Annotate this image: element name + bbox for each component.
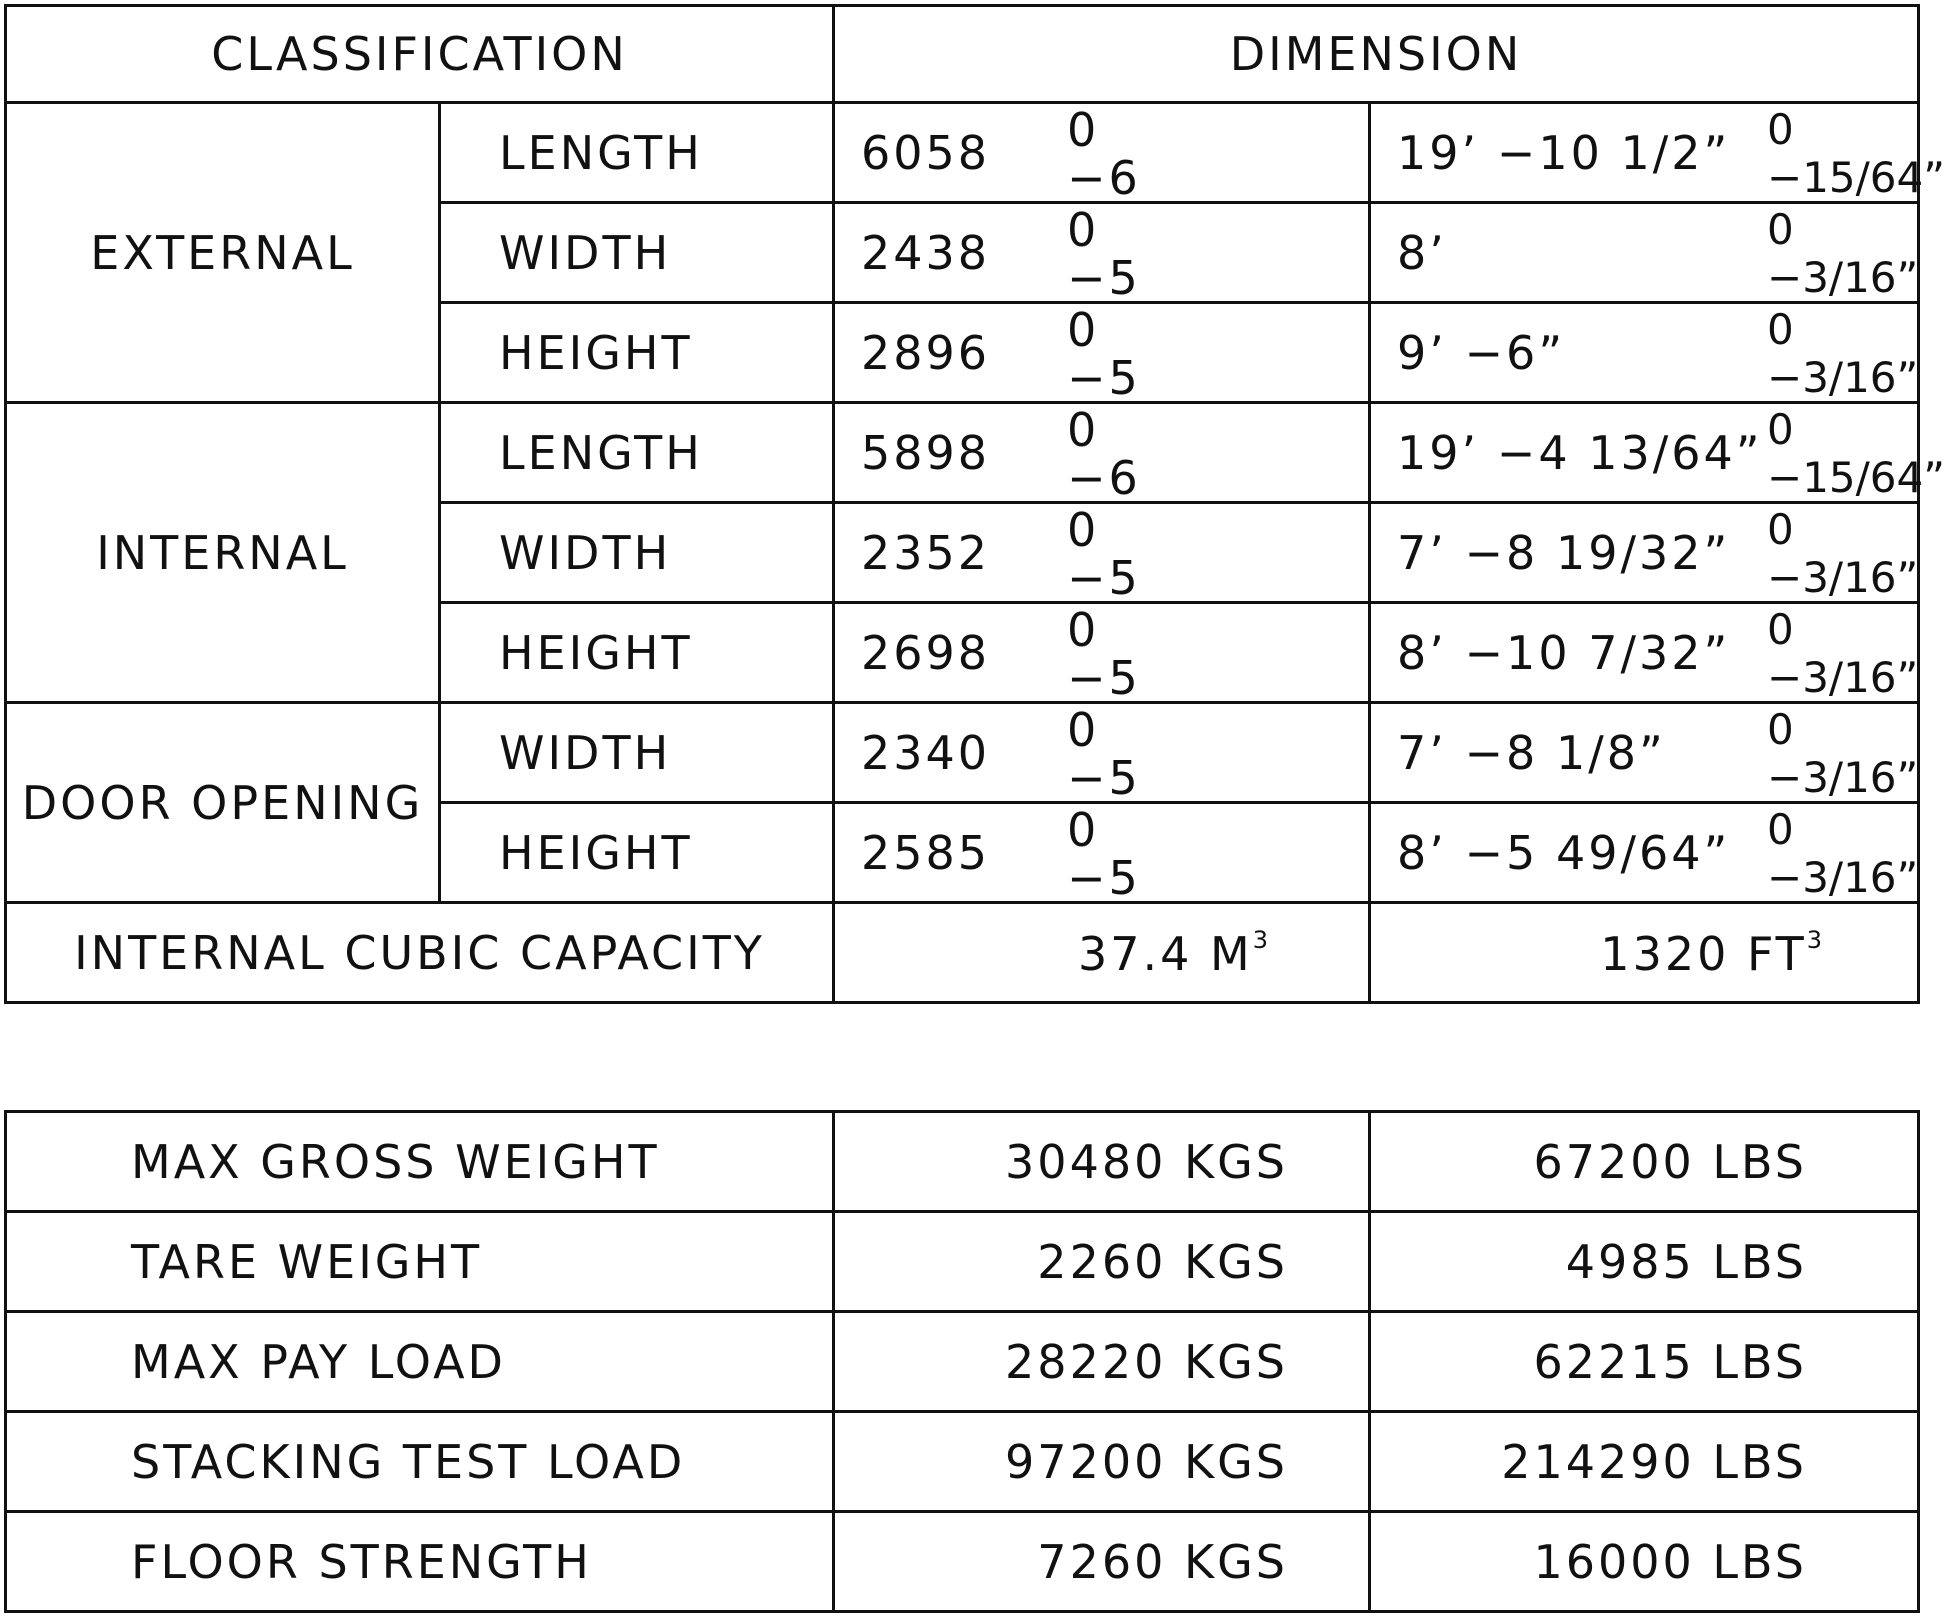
row-label: WIDTH	[440, 503, 834, 603]
weight-kgs: 2260 KGS	[834, 1212, 1370, 1312]
weight-lbs: 16000 LBS	[1370, 1512, 1919, 1612]
weight-kgs: 97200 KGS	[834, 1412, 1370, 1512]
row-label: HEIGHT	[440, 803, 834, 903]
imperial-cell	[1370, 203, 1919, 303]
metric-tolerance: 0 −5	[1067, 803, 1141, 905]
imperial-cell	[1370, 103, 1945, 203]
row-label: WIDTH	[440, 703, 834, 803]
metric-tolerance: 0 −6	[1067, 403, 1141, 505]
metric-value: 2352	[861, 526, 991, 580]
row-label: WIDTH	[440, 203, 834, 303]
table-row	[6, 1312, 1919, 1412]
metric-cell	[834, 803, 1370, 903]
imperial-cell	[1370, 603, 1919, 703]
metric-tolerance: 0 −5	[1067, 303, 1141, 405]
table-row	[6, 103, 1919, 203]
weight-lbs: 67200 LBS	[1370, 1112, 1919, 1212]
metric-cell	[834, 103, 1370, 203]
metric-tolerance: 0 −6	[1067, 103, 1141, 205]
group-door-opening: DOOR OPENING	[6, 703, 440, 903]
capacity-row	[6, 903, 1919, 1003]
metric-cell	[834, 603, 1370, 703]
table-row	[6, 403, 1919, 503]
group-external: EXTERNAL	[6, 103, 440, 403]
metric-value: 2896	[861, 326, 991, 380]
imperial-cell	[1370, 703, 1919, 803]
imperial-cell	[1370, 403, 1945, 503]
metric-cell	[834, 503, 1370, 603]
imperial-value: 7’ −8 1/8”	[1397, 726, 1666, 780]
table-row	[6, 703, 1919, 803]
imperial-value: 8’	[1397, 226, 1447, 280]
capacity-imperial: 1320 $FT^3$	[1370, 903, 1919, 1003]
metric-value: 6058	[861, 126, 991, 180]
table-row	[6, 1212, 1919, 1312]
weight-lbs: 4985 LBS	[1370, 1212, 1919, 1312]
table-row	[6, 1512, 1919, 1612]
imperial-tolerance: 0 −3/16”	[1767, 805, 1919, 902]
metric-value: 5898	[861, 426, 991, 480]
weight-kgs: 28220 KGS	[834, 1312, 1370, 1412]
imperial-cell	[1370, 503, 1919, 603]
row-label: LENGTH	[440, 403, 834, 503]
metric-value: 2585	[861, 826, 991, 880]
weight-kgs: 30480 KGS	[834, 1112, 1370, 1212]
weight-lbs: 214290 LBS	[1370, 1412, 1919, 1512]
row-label: HEIGHT	[440, 303, 834, 403]
metric-cell	[834, 303, 1370, 403]
table-row	[6, 1112, 1919, 1212]
imperial-value: 19’ −4 13/64”	[1397, 426, 1763, 480]
imperial-value: 9’ −6”	[1397, 326, 1566, 380]
imperial-tolerance: 0 −3/16”	[1767, 605, 1919, 702]
imperial-tolerance: 0 −3/16”	[1767, 705, 1919, 802]
metric-tolerance: 0 −5	[1067, 603, 1141, 705]
weight-label: FLOOR STRENGTH	[6, 1512, 834, 1612]
imperial-cell	[1370, 803, 1919, 903]
capacity-metric: 37.4 $M^3$	[834, 903, 1370, 1003]
group-internal: INTERNAL	[6, 403, 440, 703]
imperial-value: 8’ −5 49/64”	[1397, 826, 1731, 880]
weight-label: STACKING TEST LOAD	[6, 1412, 834, 1512]
metric-cell	[834, 403, 1370, 503]
metric-tolerance: 0 −5	[1067, 503, 1141, 605]
table-row	[6, 1412, 1919, 1512]
imperial-tolerance: 0 −15/64”	[1767, 105, 1945, 202]
imperial-cell	[1370, 303, 1919, 403]
imperial-value: 7’ −8 19/32”	[1397, 526, 1731, 580]
weight-label: MAX GROSS WEIGHT	[6, 1112, 834, 1212]
metric-value: 2340	[861, 726, 991, 780]
imperial-value: 19’ −10 1/2”	[1397, 126, 1731, 180]
imperial-tolerance: 0 −15/64”	[1767, 405, 1945, 502]
imperial-tolerance: 0 −3/16”	[1767, 305, 1919, 402]
row-label: HEIGHT	[440, 603, 834, 703]
metric-value: 2698	[861, 626, 991, 680]
weight-label: MAX PAY LOAD	[6, 1312, 834, 1412]
metric-value: 2438	[861, 226, 991, 280]
metric-cell	[834, 203, 1370, 303]
row-label: LENGTH	[440, 103, 834, 203]
metric-tolerance: 0 −5	[1067, 203, 1141, 305]
metric-tolerance: 0 −5	[1067, 703, 1141, 805]
classification-header: CLASSIFICATION	[6, 6, 834, 103]
weight-table	[4, 1110, 1920, 1613]
weight-lbs: 62215 LBS	[1370, 1312, 1919, 1412]
dimension-header: DIMENSION	[834, 6, 1919, 103]
imperial-value: 8’ −10 7/32”	[1397, 626, 1731, 680]
weight-label: TARE WEIGHT	[6, 1212, 834, 1312]
metric-cell	[834, 703, 1370, 803]
capacity-label: INTERNAL CUBIC CAPACITY	[6, 903, 834, 1003]
imperial-tolerance: 0 −3/16”	[1767, 505, 1919, 602]
imperial-tolerance: 0 −3/16”	[1767, 205, 1919, 302]
dimension-table	[4, 4, 1945, 1004]
weight-kgs: 7260 KGS	[834, 1512, 1370, 1612]
